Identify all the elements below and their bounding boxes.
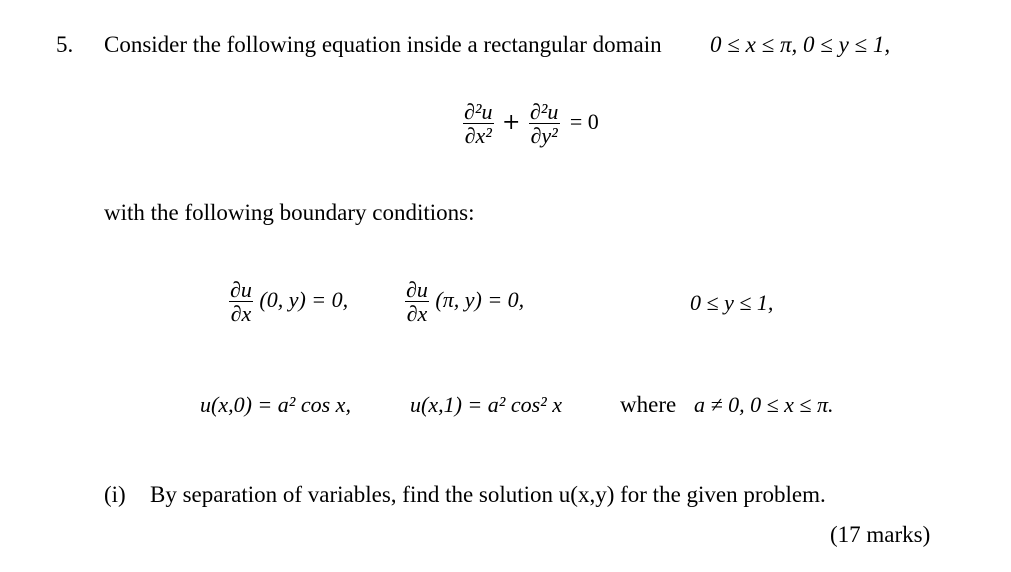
laplace-equation: [462, 100, 599, 148]
part-label: (i): [104, 482, 126, 507]
bc-y-range: 0 ≤ y ≤ 1,: [690, 290, 774, 315]
pde-plus: +: [501, 110, 521, 136]
pde-rhs: = 0: [569, 109, 599, 135]
boundary-condition-3: u(x,0) = a² cos x,: [200, 392, 351, 417]
where-label: where: [620, 392, 677, 417]
boundary-condition-4: u(x,1) = a² cos² x: [410, 392, 563, 417]
bc1-derivative: [228, 278, 254, 326]
question-number: 5.: [56, 32, 74, 57]
part-text: By separation of variables, find the solution u(x,y) for the given problem.: [150, 482, 826, 507]
pde-term-1: [462, 100, 494, 148]
pde-term-2-denominator: ∂y²: [530, 123, 558, 149]
bc2-numerator: ∂u: [406, 277, 428, 302]
pde-term-2-numerator: ∂²u: [529, 99, 559, 124]
bc2-derivative: [404, 278, 430, 326]
bc1-denominator: ∂x: [230, 301, 252, 327]
pde-term-2: [528, 100, 560, 148]
bc2-args: (π, y) = 0,: [435, 287, 525, 313]
pde-term-1-numerator: ∂²u: [464, 99, 493, 124]
boundary-conditions-intro: with the following boundary conditions:: [104, 200, 475, 225]
bc1-numerator: ∂u: [230, 277, 252, 302]
marks: (17 marks): [830, 522, 931, 547]
boundary-condition-2: [404, 278, 524, 326]
domain-condition: 0 ≤ x ≤ π, 0 ≤ y ≤ 1,: [710, 32, 891, 57]
question-intro: Consider the following equation inside a rectangular domain: [104, 32, 662, 57]
bc1-args: (0, y) = 0,: [259, 287, 349, 313]
pde-term-1-denominator: ∂x²: [464, 123, 492, 149]
boundary-condition-1: [228, 278, 348, 326]
bc2-denominator: ∂x: [406, 301, 428, 327]
where-condition: a ≠ 0, 0 ≤ x ≤ π.: [694, 392, 834, 417]
